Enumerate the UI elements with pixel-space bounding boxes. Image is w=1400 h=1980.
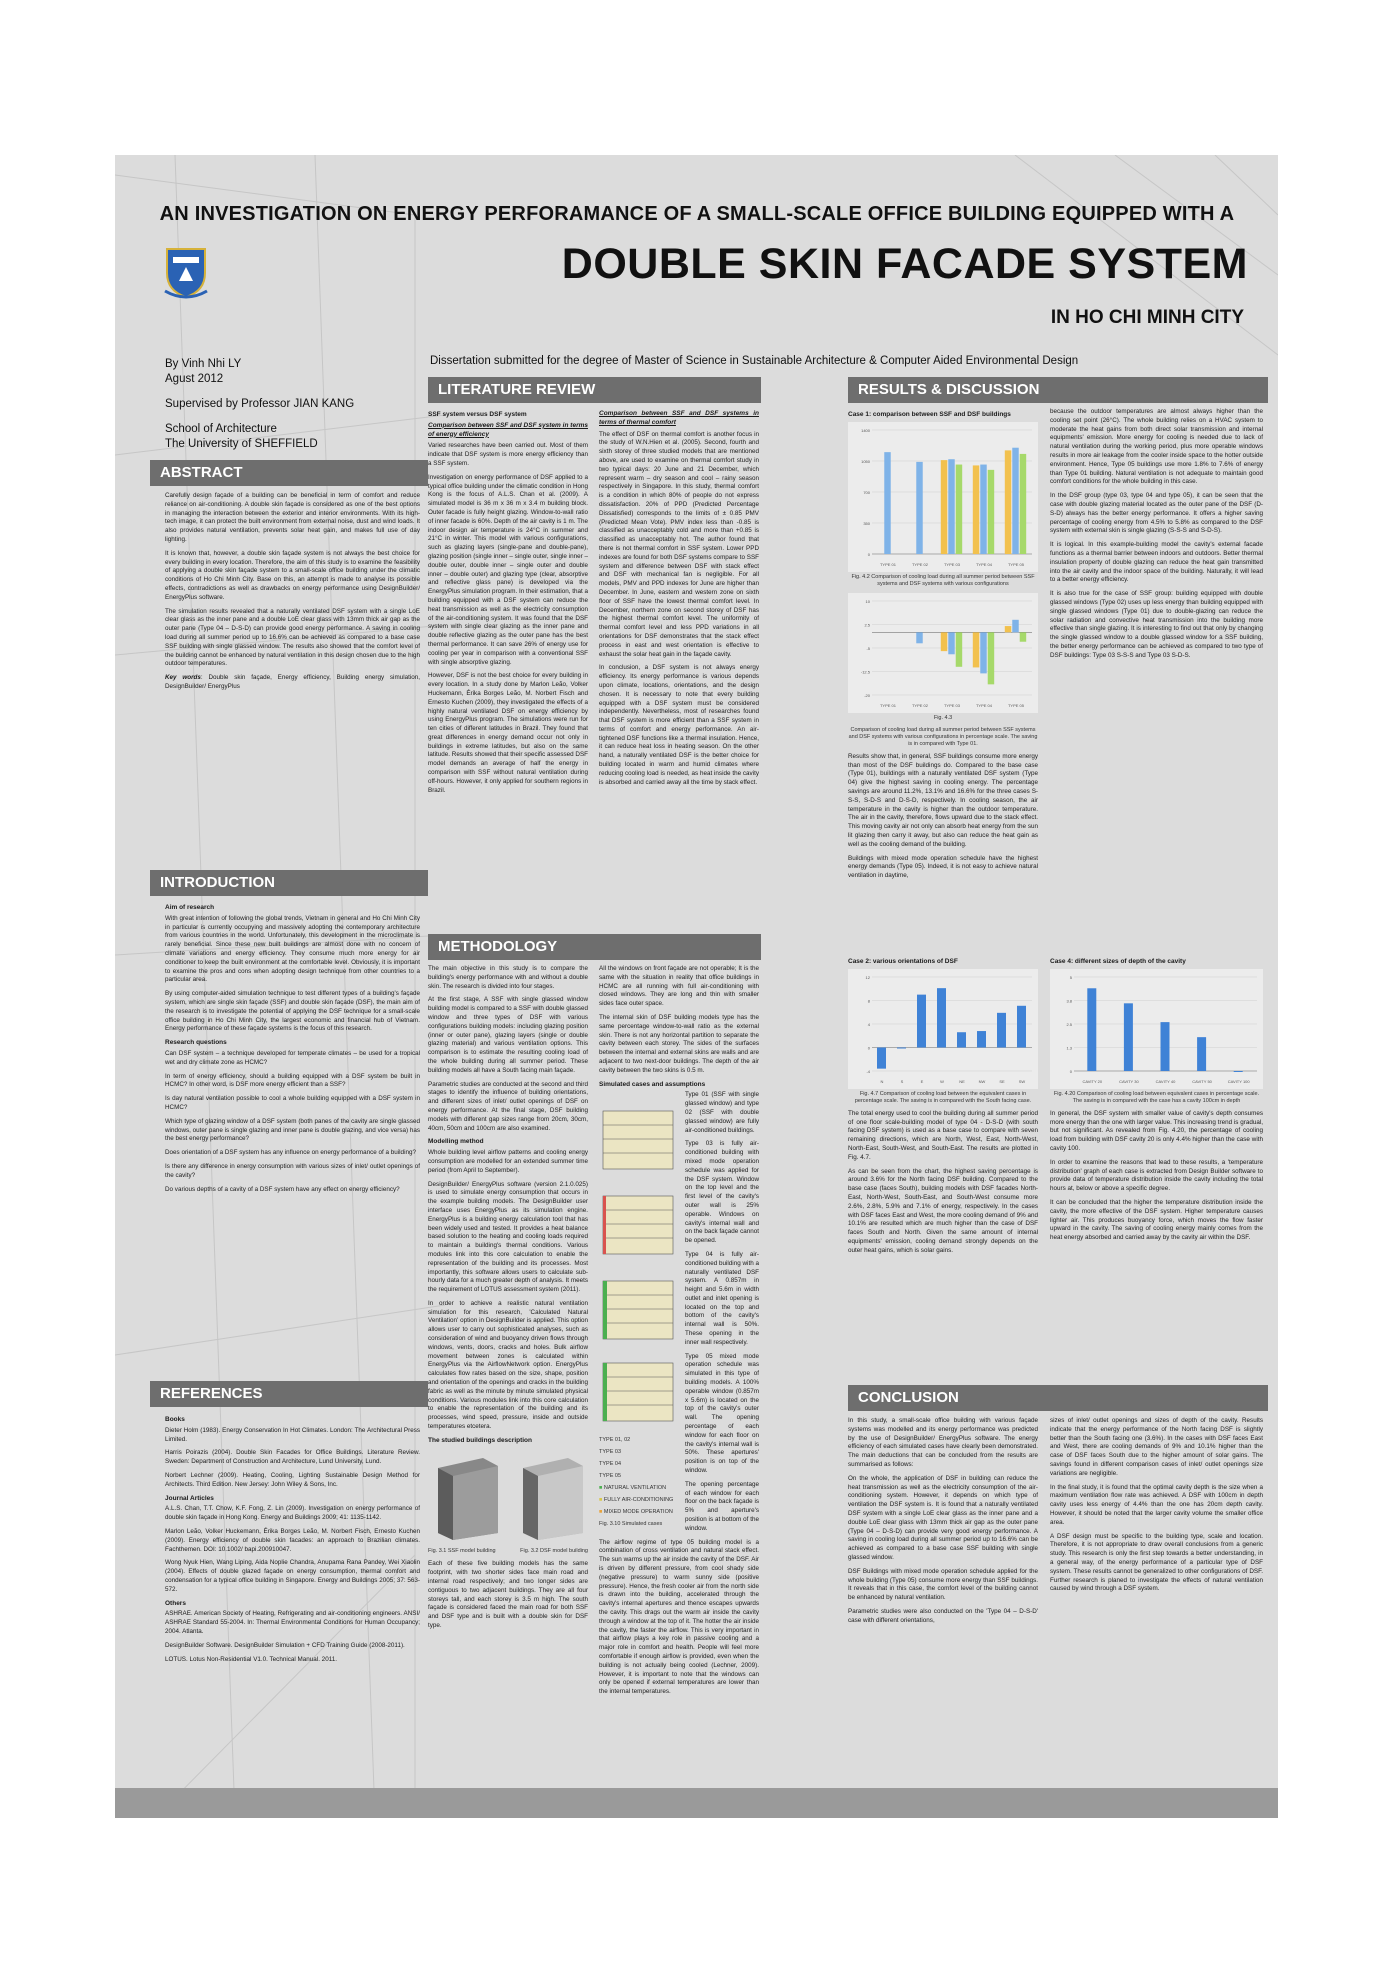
lit-title-3: Comparison between SSF and DSF systems in terms of thermal comfort [599, 410, 759, 426]
ref-o3: LOTUS. Lotus Non-Residential V1.0. Technical Manual. 2011. [165, 1655, 337, 1663]
modelling-title: Modelling method [428, 1138, 484, 1146]
chart-bar [956, 464, 962, 553]
chart-bar [1124, 1003, 1133, 1071]
res-p7: The total energy used to cool the building during all summer period of one floor scale-building model of type 04 - D-S-D (with south facing DSF system) is used as a base case to compare with seven remaining directions, which are North, West, East, North-West, North-East, South-West, and South-East. The results are plotted in Fig. 4.7. [848, 1109, 1038, 1161]
res-p3: because the outdoor temperatures are almost always higher than the cooling set point (26°C). The whole building relies on a HVAC system to moderate the heat gains from both direct solar transmission and internal equipments' emission. More energy for cooling is needed due to lack of natural ventilation during the working period, plus more operable windows results in more air leakage from the cooler inside space to the hotter outside environment. Hence, Type 05 buildings use more 1.8% to 7.6% of energy than Type 01 building. Natural ventilation is not adequate to maintain good comfort conditions for the whole building in this case. [1050, 408, 1263, 486]
y-tick-label: 2.5 [1066, 1021, 1072, 1027]
x-tick-label: CAVITY 50 [1192, 1078, 1212, 1084]
conc-p1: In this study, a small-scale office building with various façade systems was modelled and its energy performance was predicted by the use of DesignBuilder/ EnergyPlus software. The energy efficiency of each simulated cases have clearly been demonstrated. The main deductions that can be concluded from the results are summarised as follows: [848, 1417, 1038, 1468]
y-tick-label: 0 [1069, 1068, 1072, 1074]
meth-p2: At the first stage, A SSF with single glassed window building model is compared to a SSF with double glassed window and three types of DSF with various configurations building models: including glazing position (inner or outer pane), glazing layers (single or double glazing material) and various ventilation options. This comparison is to estimate the resulting cooling load of the whole building during all summer period. These building models all have a South facing main façade. [428, 996, 588, 1074]
dissertation-line: Dissertation submitted for the degree of Master of Science in Sustainable Architecture & Computer Aided Environmental Design [430, 355, 1079, 367]
chart-bar [1087, 988, 1096, 1071]
chart-bar [897, 1047, 906, 1048]
title-line1: AN INVESTIGATION ON ENERGY PERFORAMANCE OF A SMALL-SCALE OFFICE BUILDING EQUIPPED WITH A [159, 203, 1235, 225]
meth-p6: In order to achieve a realistic natural ventilation simulation for this research, 'Calculated Natural Ventilation' option in DesignBuilder is applied. This option allows user to carry out sophisticated analyses, such as consideration of wind and buoyancy driven flows through windows, vents, doors, cracks and holes. Bulk airflow movement between zones is calculated within EnergyPlus via the AirflowNetwork option. EnergyPlus calculates flow rates based on the size, shape, position and orientation of the openings and cracks in the building fabric as well as the minute by minute simulated physical conditions. Various modules link into this core calculation to enable the representation of the building and its processes, wind speed, pressure, inside and outside temperatures etcetera. [428, 1299, 588, 1431]
y-tick-label: 700 [863, 489, 870, 495]
refs-others-title: Others [165, 1599, 186, 1607]
chart-bar [980, 632, 986, 673]
meth-p12: Type 04 is fully air-conditioned building with a naturally ventilated DSF system. A 0.857m in height and 5.6m in width outlet and inlet opening is located on the top and bottom of the cavity's internal wall is 50%. These opening in the inner wall respectively. [685, 1250, 759, 1346]
type-diagrams [599, 1091, 679, 1431]
lit-p2: Investigation on energy performance of DSF applied to a typical office building under the climatic condition in Hong Kong is the focus of A.L.S. Chan et al. (2009). A simulated model is 36 m x 36 m x 3.4 m building block. Outer facade is fully height glazing. Window-to-wall ratio of inner facade is 60%. Depth of the air cavity is 1 m. The indoor design air temperature is 24°C in summer and 21°C in winter. This model with various configurations, such as glazing layers (single-pane and double-pane), glazing position (single inner – single outer, single inner – double outer, double inner – single outer and double inner – double outer) and glazing type (clear, absorptive and reflective glass pane) is developed via the EnergyPlus simulation program. In their estimation, that a building equipped with a DSF system can reduce the heat transmission as well as the electricity consumption of the air-conditioning system. It was found that the DSF system with single clear glazing as the inner pane and double reflective glazing as the outer pane has the best thermal performance. It can save 26% of energy use for cooling per year in comparison with a conventional SSF with single absorptive glazing. [428, 473, 588, 666]
meth-p5: DesignBuilder/ EnergyPlus software (version 2.1.0.025) is used to simulate energy consumption that occurs in the example building models. The DesignBuilder user interface uses EnergyPlus as its simulation engine. EnergyPlus is a building energy calculation tool that has been widely used and tested. It provides a heat balance based solution to the heating and cooling loads required to maintain a building's thermal conditions. Various modules link into this core calculation to enable the representation of the building and its processes. Most importantly, this software allows users to calculate sub-hourly data for a much greater depth of analysis. It meets the requirement of LOTUS assessment system (2011). [428, 1180, 588, 1294]
legend-fully-ac: ■ FULLY AIR-CONDITIONING [599, 1497, 674, 1504]
footer-strip [115, 1788, 1278, 1818]
y-tick-label: 12 [865, 974, 870, 980]
chart-bar [977, 1031, 986, 1047]
fig47-caption: Fig. 4.7 Comparison of cooling load between the equivalent cases in percentage scale. The saving is in compared with the South facing case. [854, 1090, 1032, 1104]
literature-header: LITERATURE REVIEW [428, 377, 761, 403]
chart-bar [916, 462, 922, 554]
chart-bar [1005, 450, 1011, 554]
y-tick-label: 5 [1069, 974, 1072, 980]
chart-bar [937, 988, 946, 1047]
fig42-caption: Fig. 4.2 Comparison of cooling load during all summer period between SSF systems and DSF systems with various configurations [851, 573, 1035, 587]
res-p8: As can be seen from the chart, the highest saving percentage is around 3.6% for the North facing DSF building. Compared to the base case (faces South), building models with DSF facades North-East, North-West, South-East, and South-West consume more 2.6%, 2.8%, 5.9% and 7.1% of energy, respectively. In the cases with DSF faces East and West, the more cooling demand of 9% and 10.1% are resulted which are much higher than the case of DSF faces South and North. Given the same amount of internal equipments' emission, cooling demand strongly depends on the outer heat gains, which is solar gains. [848, 1167, 1038, 1254]
university: The University of SHEFFIELD [165, 438, 318, 450]
chart-bar [973, 465, 979, 554]
y-tick-label: 3.8 [1066, 998, 1072, 1004]
chart-bar [957, 1032, 966, 1047]
res-p2: Buildings with mixed mode operation schedule have the highest energy demands (Type 05). Indeed, it is not easy to achieve natural ventilation in daytime, [848, 854, 1038, 880]
chart-orientations [848, 969, 1038, 1089]
question-2: In term of energy efficiency, should a building equipped with a DSF system be built in HCMC? In other word, is DSF more energy efficient than a SSF? [165, 1072, 420, 1089]
conc-p7: A DSF design must be specific to the building type, scale and location. Therefore, it is not appropriate to draw overall conclusions from a generic study. This research is only the first step towards a better understanding, in a general way, of the energy performance of a particular type of DSF system. These results cannot be generalized to other configurations of DSF. Further research is planed to investigate the effects of natural ventilation caused by wind through a DSF system. [1050, 1532, 1263, 1593]
res-p10: In order to examine the reasons that lead to these results, a 'temperature distribution' graph of each case is extracted from Design Builder software to provide data of temperature distribution inside the cavity including the total hours at, below or above a specific degree. [1050, 1158, 1263, 1193]
abstract-p3: The simulation results revealed that a naturally ventilated DSF system with a single LoE clear glass as the inner pane and a double LoE clear glass with 13mm thick air gap as the outer pane (Type 04 – D-S-D) can provide good energy performance. A saving in cooling load during all summer period up to 16.6% can be achieved as compared to a base case SSF building with single glassed window. The results also showed that the comfort level of the building cannot be enhanced by natural ventilation in this design chosen due to the high outdoor temperatures. [165, 607, 420, 668]
y-tick-label: 1050 [861, 458, 870, 464]
meth-p8: All the windows on front façade are not operable; It is the same with the situation in reality that office buildings in HCMC are all running with full air-conditioning with closed windows. They are long and thin with smaller sides face outer space. [599, 965, 759, 1008]
chart-cooling-percent [848, 593, 1038, 713]
ref-b3: Norbert Lechner (2009). Heating, Cooling, Lighting Sustainable Design Method for Architects. Third Edition. New Jersey: John Wiley & Sons, Inc. [165, 1471, 420, 1488]
abstract-body: Carefully design façade of a building can be beneficial in term of comfort and reduce reliance on air-conditioning. A double skin façade is considered as one of the best options in managing the interaction between the exterior and interior environments. With its high-tech image, it can protect the built environment from external noise, dust and wind loads. It also provides natural ventilation, prevents solar heat gain, and makes full use of day lighting. It is known that, however, a double skin façade system is not always the best choice for every building in every location. Therefore, the aim of this study is to examine the feasibility of applying a double skin façade system to a small-scale office building under the climatic conditions of Ho Chi Minh City. Base on this, an attempt is made to analyse its possible effects, contradictions as well as drawbacks on energy performance using DesignBuilder/ EnergyPlus software. The simulation results revealed that a naturally ventilated DSF system with a single LoE clear glass as the inner pane and a double LoE clear glass with 13mm thick air gap as the outer pane (Type 04 – D-S-D) can provide good energy performance. A saving in cooling load during all summer period up to 16.6% can be achieved as compared to a base case SSF building with single glassed window. The results also showed that the comfort level of the building cannot be enhanced by natural ventilation in this design chosen due to the high outdoor temperatures. Key words: Double skin façade, Energy efficiency, Building energy simulation, DesignBuilder/ EnergyPlus [165, 492, 420, 690]
x-tick-label: E [920, 1078, 924, 1084]
question-1: Can DSF system – a technique developed for temperate climates – be used for a tropical wet and dry climate zone as HCMC? [165, 1049, 420, 1066]
chart-bar [1020, 454, 1026, 554]
chart-bar [948, 459, 954, 554]
question-5: Does orientation of a DSF system has any influence on energy performance of a building? [165, 1149, 416, 1157]
chart-cavity-depth [1050, 969, 1263, 1089]
meth-p9: The internal skin of DSF building models type has the same percentage window-to-wall ratio as the external skin. There is not any horizontal partition to separate the cavity between each storey. The sides of the surfaces between the internal and external skins are walls and are adjacent to two next-door buildings. The depth of the air cavity between the two skins is 0.5 m. [599, 1013, 759, 1074]
question-4: Which type of glazing window of a DSF system (both panes of the cavity are single glassed windows, outer pane is single glazing and inner pane is double glazing, and vice versa) has the best energy performance? [165, 1117, 420, 1143]
x-tick-label: TYPE 03 [943, 702, 961, 708]
supervisor: Supervised by Professor JIAN KANG [165, 398, 355, 410]
chart2-svg [848, 593, 1038, 713]
lit-p4: The effect of DSF on thermal comfort is another focus in the study of W.N.Hien et al. (2005). Second, fourth and sixth storey of three studied models that are mentioned above, are used to examine on thermal comfort study in two typical days: 20 June and 21 December, which represent warm – dry season and cool – rainy season respectively in Singapore. In this study, thermal comfort is a condition in which 80% of people do not express dissatisfaction. 20% of PPD (Predicted Percentage Dissatisfied) corresponds to the limits of ± 0.85 PMV (Predicted Mean Vote). PMV index less than -0.85 is classified as unacceptably cold and more than +0.85 is classified as unacceptably hot. The author found that there is not thermal comfort in SSF system. Lower PPD indexes are found for both DSF systems compare to SSF system and difference between DSF with stack effect and DSF with mechanical fan is negligible. For all models, PMV and PPD indexes for June are higher than December. In June, eastern and western zone on sixth floor of SSF have the lowest thermal comfort level. In December, northern zone on second storey of DSF has the highest thermal comfort level. The uniformity of thermal comfort level and less PPD variations in all orientations for DSF demonstrates that the stack effect process in east and west orientation is effective to exhaust the solar heat gain in the façade cavity. [599, 430, 759, 658]
ref-o1: ASHRAE. American Society of Heating, Refrigerating and air-conditioning engineers. ANSI/ ASHRAE Standard 55-2004. In: Thermal Environmental Conditions for Human Occupancy; 2004. Atlanta. [165, 1610, 420, 1635]
x-tick-label: NW [978, 1078, 986, 1084]
y-tick-label: -5 [866, 645, 870, 651]
x-tick-label: N [880, 1078, 884, 1084]
abstract-p2: It is known that, however, a double skin façade system is not always the best choice for every building in every location. Therefore, the aim of this study is to examine the feasibility of applying a double skin façade system to a small-scale office building under the climatic conditions of Ho Chi Minh City. Base on this, an attempt is made to analyse its possible effects, contradictions as well as drawbacks on energy performance using DesignBuilder/ EnergyPlus software. [165, 549, 420, 601]
poster [115, 155, 1278, 1818]
fig32-caption: Fig. 3.2 DSF model building [520, 1548, 588, 1555]
chart-bar [1005, 626, 1011, 632]
ref-b1: Dieter Holm (1983). Energy Conservation In Hot Climates. London: The Architectural Press Limited. [165, 1426, 420, 1443]
ssf-model-drawing [438, 1458, 498, 1540]
meth-p4: Whole building level airflow patterns and cooling energy consumption are modelled for an extended summer time period (from April to September). [428, 1149, 588, 1174]
lit-p5: In conclusion, a DSF system is not always energy efficiency. Its energy performance is various depends upon climate, locations, orientations, and the design chosen. It is necessary to note that every building equipped with a DSF system must be considered independently. Nevertheless, most of researches found that DSF system is more efficient than a SSF system in terms of comfort and energy performance. An air-tightened DSF functions like a thermal insulation. Hence, it can reduce heat loss in heating season. On the other hand, a naturally ventilated DSF is the better choice for building located in warm and humid climates where reducing cooling load is needed, as heat inside the cavity is absorbed and carried away all the time by stack effect. [599, 664, 759, 786]
ref-b2: Harris Poirazis (2004). Double Skin Facades for Office Buildings. Literature Review. Sweden: Department of Construction and Architecture, Lund University, Lund. [165, 1449, 420, 1466]
y-tick-label: -4 [866, 1068, 870, 1074]
literature-col-b [599, 408, 759, 792]
ref-j3: Wong Nyuk Hien, Wang Liping, Aida Noplie Chandra, Anupama Rana Pandey, Wei Xiaolin (2004). Effects of double glazed façade on energy consumption, thermal comfort and condensation for a typical office building in Singapore. Energy and Buildings 2005; 37: 563-572. [165, 1559, 420, 1593]
res-p6: It is also true for the case of SSF group: building equipped with double glassed windows (Type 02) uses up less energy than building equipped with single glassed windows (Type 01) due to double-glazing can reduce the solar radiation and convective heat transmission into the building more effective than single glazing. It is interesting to find out that only by changing the single glassed window to a double glassed window for a SSF building, the better energy performance can be achieved as compared to two type of DSF buildings: Type 03 S-S-S and Type 03 S-D-S. [1050, 590, 1263, 659]
conc-p4: Parametric studies were also conducted on the 'Type 04 – D-S-D' case with different orientations, [848, 1607, 1038, 1624]
conclusion-col-b [1050, 1417, 1263, 1599]
conc-p5: sizes of inlet/ outlet openings and sizes of depth of the cavity. Results indicate that the energy performance of the North facing DSF is slightly better than the South facing one (3.6%). In the cases with DSF faces East and West, there are cooling demands of 9% and 10.1% higher than the case of DSF faces South due to the higher amount of solar gains. The savings found in different comparison cases of inlet/ outlet openings size variations are negligible. [1050, 1417, 1263, 1477]
chart-bar [948, 632, 954, 654]
x-tick-label: TYPE 05 [1007, 561, 1025, 567]
x-tick-label: CAVITY 40 [1155, 1078, 1176, 1084]
chart-bar [1161, 1022, 1170, 1071]
references-header: REFERENCES [150, 1381, 428, 1407]
y-tick-label: -12.5 [860, 669, 870, 675]
y-tick-label: 1.3 [1066, 1045, 1072, 1051]
y-tick-label: 0 [867, 1045, 870, 1051]
chart-bar [1020, 632, 1026, 641]
chart-bar [1012, 448, 1018, 554]
y-tick-label: -20 [864, 692, 870, 698]
y-tick-label: 4 [867, 1021, 870, 1027]
x-tick-label: SW [1018, 1078, 1026, 1084]
x-tick-label: S [900, 1078, 904, 1084]
chart-bar [1234, 1071, 1243, 1072]
x-tick-label: TYPE 02 [911, 702, 929, 708]
chart-bar [884, 452, 890, 554]
lit-p3: However, DSF is not the best choice for every building in every location. In a study done by Marlon Leão, Volker Huckemann, Érika Borges Leão, M. Norbert Fisch and Ernesto Kuchen (2009), they investigated the effects of a highly natural ventilated DSF on energy efficiency by using EnergyPlus program. The simulations were run for ten cities of different latitudes in Brazil. They found that great differences in energy demand occur not only in buildings in extreme latitudes, but also on the same latitude. Results showed that their specific assessed DSF model demands an average of half the energy in comparison with SSF without natural ventilation during off-hours. However, it only applied for southern regions in Brazil. [428, 672, 588, 794]
aim-title: Aim of research [165, 904, 215, 911]
conc-p6: In the final study, it is found that the optimal cavity depth is the size when a maximum ventilation flow rate was achieved. A DSF with 100cm in depth cavity uses less energy of 4.4% than the one has 20cm depth cavity. However, it should be noted that the larger cavity volume the smaller office area. [1050, 1483, 1263, 1526]
case2-title: Case 2: various orientations of DSF [848, 958, 958, 965]
y-tick-label: 10 [865, 598, 870, 604]
y-tick-label: 8 [867, 998, 870, 1004]
meth-p13: Type 05 mixed mode operation schedule was simulated in this type of building models. A 100% operable window (0.857m x 5.6m) is located on the top of the cavity's outer wall. The opening percentage of each window for each floor on the cavity's internal wall is 50%. These apertures' position is on top of the window. [685, 1352, 759, 1475]
simulated-cases-drawings [599, 1091, 679, 1538]
x-tick-label: TYPE 05 [1007, 702, 1025, 708]
res-p9: In general, the DSF system with smaller value of cavity's depth consumes more energy than the one with larger value. This increasing trend is gradual, but not significant. As revealed from Fig. 4.20, the percentage of cooling load from building with DSF cavity 20 is only 4.4% higher than the case with cavity 100. [1050, 1109, 1263, 1152]
type-label-2: TYPE 03 [599, 1449, 622, 1456]
keywords: Double skin façade, Energy efficiency, Building energy simulation, DesignBuilder/ EnergyPlus [165, 674, 420, 690]
x-tick-label: TYPE 02 [911, 561, 929, 567]
results-header: RESULTS & DISCUSSION [848, 377, 1268, 403]
refs-journals-title: Journal Articles [165, 1494, 214, 1502]
fig43-label: Fig. 4.3 [933, 714, 953, 721]
x-tick-label: SE [999, 1078, 1005, 1084]
meth-p11: Type 03 is fully air-conditioned building with mixed mode operation schedule was applied for the DSF system. Window on the top level and the first level of the cavity's outer wall is 25% operable. Windows on cavity's internal wall and on the back façade cannot be opened. [685, 1140, 759, 1245]
conclusion-header: CONCLUSION [848, 1385, 1268, 1411]
y-tick-label: 350 [863, 520, 870, 526]
chart-bar [941, 460, 947, 554]
introduction-body [165, 901, 420, 1199]
sim-title: Simulated cases and assumptions [599, 1080, 706, 1088]
ref-o2: DesignBuilder Software. DesignBuilder Simulation + CFD Training Guide (2008-2011). [165, 1641, 405, 1649]
meth-p15: The airflow regime of type 05 building model is a combination of cross ventilation and natural stack effect. The sun warms up the air inside the cavity of the DSF. Air is driven by different pressure, from cool shady side (negative pressure) to warm sunny side (positive pressure). Hence, the fresh cooler air from the north side is drawn into the building, accelerated through the cavity's internal apertures and thence escapes upwards the cavity. This drags out the warm air inside the cavity through a window at the top of it. The hotter the air inside the cavity, the faster the airflow. This is very important in that airflow plays a key role in passive cooling and a major role in comfort and health. People will feel more comfortable if enough airflow is provided, even when the building is not actually being cooled (Lechner, 2009). However, it is important to note that the windows can only be opened if external temperatures are lower than the internal temperatures. [599, 1538, 759, 1696]
results-col-a [848, 408, 1038, 886]
question-3: Is day natural ventilation possible to cool a whole building equipped with a DSF system in HCMC? [165, 1095, 420, 1111]
meth-p10: Type 01 (SSF with single glassed window) and type 02 (SSF with double glassed window) are fully air-conditioned buildings. [685, 1091, 759, 1134]
lit-p1: Varied researches have been carried out. Most of them indicate that DSF system is more energy efficiency than a SSF system. [428, 442, 588, 467]
x-tick-label: TYPE 01 [879, 561, 897, 567]
case1-title: Case 1: comparison between SSF and DSF buildings [848, 411, 1011, 418]
introduction-header: INTRODUCTION [150, 870, 428, 896]
res-p11: It can be concluded that the higher the temperature distribution inside the cavity, the more effective of the DSF system. Higher temperature causes lighter air. This produces buoyancy force, which moves the flow faster upward in the cavity. The saving of cooling energy mainly comes from the heat energy absorbed and carried away by the cavity air within the DSF. [1050, 1198, 1263, 1242]
author-date: Agust 2012 [165, 373, 224, 385]
res-p1: Results show that, in general, SSF buildings consume more energy than most of the DSF buildings do. Compared to the base case (Type 01), buildings with a naturally ventilated DSF system (Type 04) give the highest saving in cooling energy. The percentage savings are around 11.2%, 13.1% and 16.6% for the three cases S-S-S, S-D-S and D-S-D, respectively. In cooling season, the air temperature in the cavity is higher than the outdoor temperature. The air in the cavity, therefore, flows upward due to the stack effect. This moving cavity air not only can absorb heat energy from the sun lit glazing then carry it away, but also can reduce the heat gain as well as the cooling demand of the building. [848, 752, 1038, 848]
literature-col-a [428, 408, 588, 800]
university-crest-logo [163, 245, 209, 299]
building-models-illustration [428, 1448, 588, 1543]
x-tick-label: NE [959, 1078, 965, 1084]
results-col-c [848, 955, 1038, 1261]
chart-bar [1197, 1037, 1206, 1071]
chart-bar [997, 1013, 1006, 1048]
chart-bar [1017, 1006, 1026, 1048]
keywords-label: Key words [165, 674, 201, 682]
lit-title-1: SSF system versus DSF system [428, 411, 527, 418]
type-label-4: TYPE 05 [599, 1473, 622, 1480]
chart3-svg [848, 969, 1038, 1089]
conc-p2: On the whole, the application of DSF in building can reduce the heat transmission as well as the electricity consumption of the air-conditioning system. However, it depends on which type of ventilation the DSF system is. It is found that a naturally ventilated DSF system with a single LoE clear glass as the inner pane and a double LoE clear glass with 13mm thick air gap as the outer pane (Type 04 – D-S-D) can provide very good energy performance. A saving in cooling load during all summer period up to 16.6% can be achieved as compared to a base case SSF building with single glassed window. [848, 1474, 1038, 1561]
chart4-svg [1050, 969, 1263, 1089]
fig43-caption: Comparison of cooling load during all summer period between SSF systems and DSF systems with various configurations in percentage scale. The saving is in compared with Type 01. [848, 726, 1038, 747]
x-tick-label: TYPE 03 [943, 561, 961, 567]
meth-p3: Parametric studies are conducted at the second and third stages to identify the influence of building orientations, and different sizes of inlet/ outlet openings of DSF on energy performance. At the final stage, DSF building models with different gap sizes range from 20cm, 30cm, 40cm, 50cm and 100cm are also examined. [428, 1080, 588, 1132]
school: School of Architecture [165, 423, 277, 435]
methodology-header: METHODOLOGY [428, 934, 761, 960]
title-main: DOUBLE SKIN FACADE SYSTEM [561, 240, 1248, 288]
chart1-svg [848, 422, 1038, 572]
type-label-1: TYPE 01, 02 [599, 1437, 631, 1444]
legend-mixed: ■ MIXED MODE OPERATION [599, 1509, 673, 1516]
type-label-3: TYPE 04 [599, 1461, 622, 1468]
x-tick-label: TYPE 04 [975, 561, 993, 567]
x-tick-label: CAVITY 30 [1119, 1078, 1139, 1084]
abstract-p1: Carefully design façade of a building can be beneficial in term of comfort and reduce reliance on air-conditioning. A double skin façade is considered as one of the best options in managing the interaction between the exterior and interior environments. With its high-tech image, it can protect the built environment from external noise, dust and wind loads. It also provides natural ventilation, prevents solar heat gain, and makes full use of day lighting. [165, 492, 420, 543]
chart-bar [916, 632, 922, 643]
meth-p14: The opening percentage of each window for each floor on the back façade is 5% and aperture's position is at bottom of the window. [685, 1480, 759, 1532]
meth-p1: The main objective in this study is to compare the building's energy performance with and without a double skin. The research is divided into four stages. [428, 965, 588, 990]
chart-bar [877, 1047, 886, 1068]
conc-p3: DSF Buildings with mixed mode operation schedule applied for the whole building (Type 05) consume more energy than SSF buildings. It reveals that in this case, the comfort level of the building cannot be enhanced by natural ventilation. [848, 1567, 1038, 1602]
chart-bar [956, 632, 962, 666]
conclusion-col-a [848, 1417, 1038, 1631]
chart-cooling-load [848, 422, 1038, 572]
legend-natural: ■ NATURAL VENTILATION [599, 1485, 667, 1492]
methodology-col-a [428, 965, 588, 1636]
chart-bar [973, 632, 979, 667]
case4-title: Case 4: different sizes of depth of the cavity [1050, 958, 1186, 965]
fig420-caption: Fig. 4.20 Comparison of cooling load between equivalent cases in percentage scale. The saving is in compared with the case has a cavity 100cm in depth [1053, 1090, 1260, 1104]
author-by: By Vinh Nhi LY [165, 358, 242, 370]
ref-j2: Marlon Leão, Volker Huckemann, Érika Borges Leão, M. Norbert Fisch, Ernesto Kuchen (2009). Energy efficiency of double skin facades: an approach to Brazilian climates. Fachthemen. DOI: 10.1002/ bapi.200910047. [165, 1527, 420, 1553]
x-tick-label: TYPE 04 [975, 702, 993, 708]
x-tick-label: CAVITY 100 [1227, 1078, 1250, 1084]
question-6: Is there any difference in energy consumption with various sizes of inlet/ outlet openings of the cavity? [165, 1162, 420, 1179]
x-tick-label: TYPE 01 [879, 702, 897, 708]
chart-bar [988, 632, 994, 684]
dsf-model-drawing [523, 1458, 583, 1540]
x-tick-label: W [940, 1078, 944, 1084]
chart-bar [988, 470, 994, 554]
aim-p1: With great intention of following the global trends, Vietnam in general and Ho Chi Minh City in particular is currently occupying and massively adopting the contemporary architecture from various countries in the world. Unfortunately, this development in the microclimate is rarely beneficial. Since these new built buildings are almost done with no concern of climate variations and energy efficiency. They consume much more energy for air conditioner to keep the built environment at the comfortable level. Obviously, it is important to examine the pros and cons when adopting design technique from other countries to a particular area. [165, 914, 420, 984]
chart-bar [917, 994, 926, 1047]
questions-title: Research questions [165, 1039, 227, 1047]
y-tick-label: 0 [867, 551, 870, 557]
chart-bar [980, 464, 986, 553]
results-col-d [1050, 955, 1263, 1248]
meth-p7: Each of these five building models has the same footprint, with two shorter sides face main road and internal road respectively; and two longer sides are contiguous to two adjacent buildings. They are all four storeys tall, and each storey is 3.5 m high. The south façade is considered faced the main road for both SSF and DSF type and is built with a double skin for DSF type. [428, 1560, 588, 1630]
fig31-caption: Fig. 3.1 SSF model building [428, 1548, 496, 1555]
res-p4: In the DSF group (type 03, type 04 and type 05), it can be seen that the case with double glazing material located as the outer pane of the DSF (D-S-D) always has the better energy performance. It offers a higher saving percentage of cooling energy from 4.5% to 5.8% as compared to the DSF system with external skin is single glazing (S-S-S and S-D-S). [1050, 492, 1263, 535]
chart-bar [1012, 620, 1018, 633]
chart-bar [941, 632, 947, 651]
x-tick-label: CAVITY 20 [1082, 1078, 1103, 1084]
abstract-header: ABSTRACT [150, 460, 428, 486]
fig310-caption: Fig. 3.10 Simulated cases [599, 1521, 663, 1528]
aim-p2: By using computer-aided simulation technique to test different types of a building's façade system, which are single skin façade (SSF) and double skin façade (DSF), the main aim of the research is to investigate the potential of applying the DSF technique for a small-scale office building in Ho Chi Minh City, the largest economic and financial hub of Vietnam. Energy performance of these façade systems is the focus of this research. [165, 990, 420, 1033]
y-tick-label: 1400 [861, 427, 870, 433]
references-body [165, 1413, 420, 1669]
results-col-b [1050, 408, 1263, 666]
studied-buildings-title: The studied buildings description [428, 1436, 533, 1444]
y-tick-label: 2.5 [864, 622, 870, 628]
question-7: Do various depths of a cavity of a DSF system have any effect on energy efficiency? [165, 1185, 400, 1193]
refs-books-title: Books [165, 1416, 185, 1423]
lit-title-2: Comparison between SSF and DSF system in terms of energy efficiency [428, 421, 588, 438]
title-sub: IN HO CHI MINH CITY [1050, 307, 1244, 328]
ref-j1: A.L.S. Chan, T.T. Chow, K.F. Fong, Z. Lin (2009). Investigation on energy performance of double skin façade in Hong Kong. Energy and Buildings 2009; 41: 1135-1142. [165, 1505, 420, 1522]
methodology-col-b [599, 965, 759, 1702]
res-p5: It is logical. In this example-building model the cavity's external facade functions as a thermal barrier between indoors and outdoors. Better thermal insulation property of double glazing can reduce the heat gain transmitted into the air cavity and the indoor space of the building. Naturally, it will lead to a better energy efficiency. [1050, 541, 1263, 584]
